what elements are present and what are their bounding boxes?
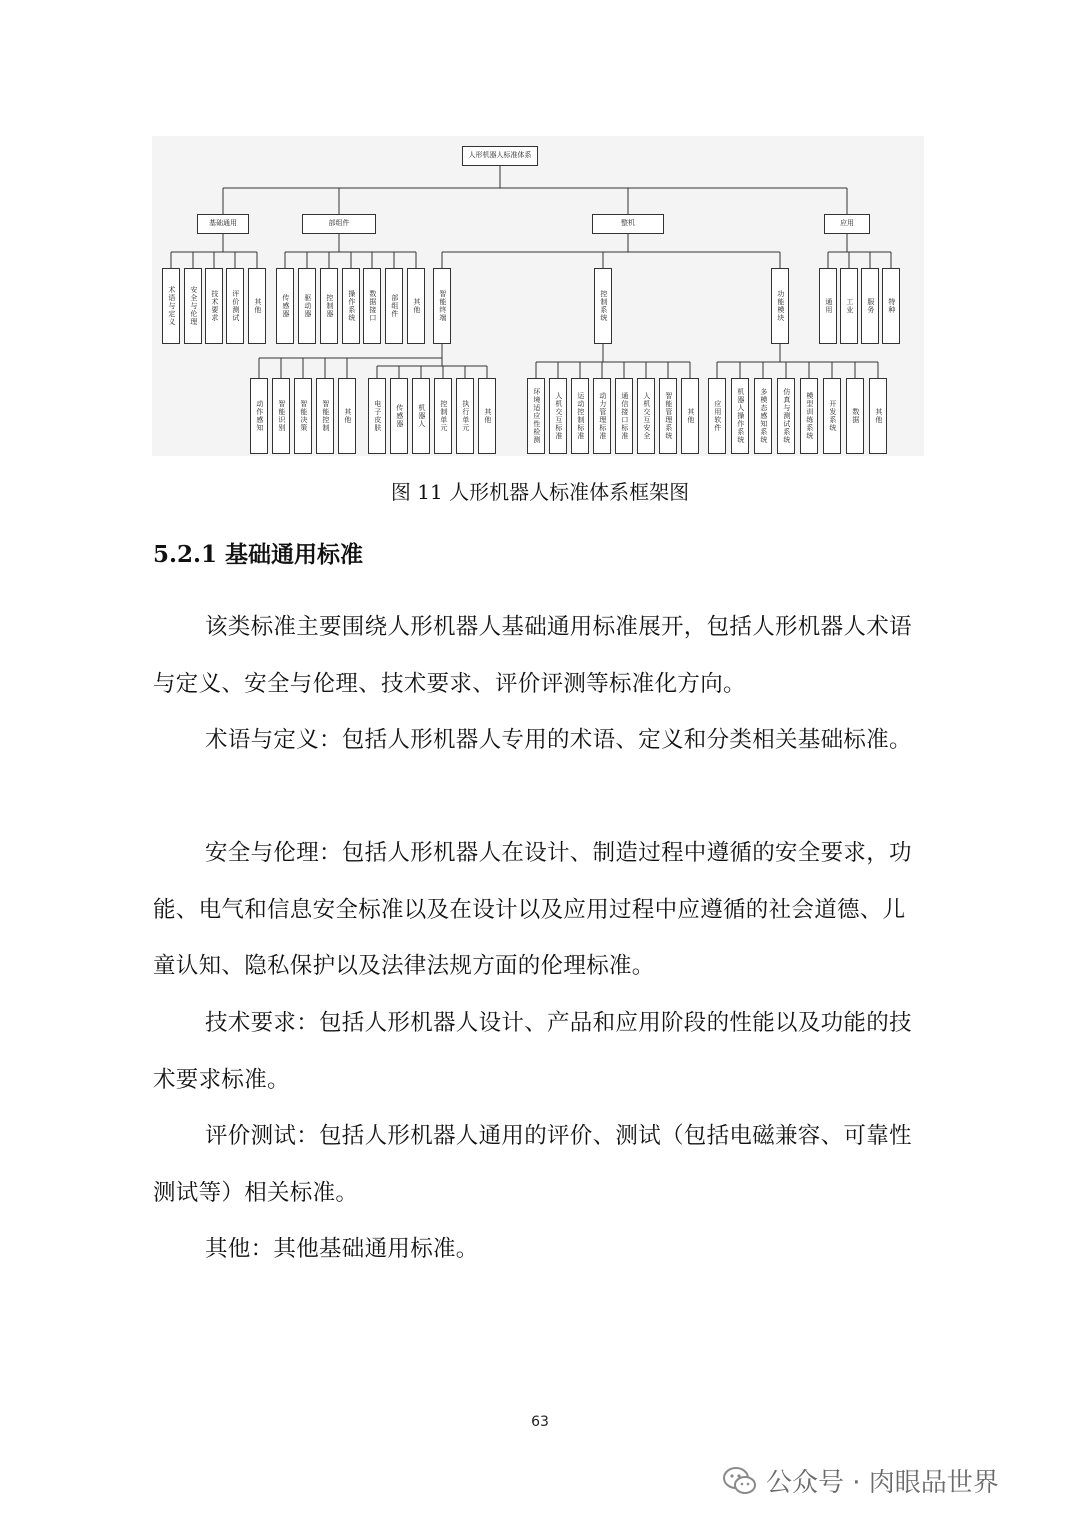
diagram-component-item: 数据接口 [363,268,381,344]
paragraph-safety-text: 安全与伦理：包括人形机器人在设计、制造过程中遵循的安全要求，功能、电气和信息安全标准以及在设计以及应用过程中应遵循的社会道德、儿童认知、隐私保护以及法律法规方面的伦理标准。 [153,840,912,980]
paragraph-terms-text: 术语与定义：包括人形机器人专用的术语、定义和分类相关基础标准。 [205,727,912,753]
diagram-system-sub: 人机交互标准 [549,378,567,454]
diagram-component-item: 部组件 [385,268,403,344]
watermark [722,1462,999,1499]
diagram-terminal-sub: 智能决策 [294,378,312,454]
diagram-component-item: 驱动器 [298,268,316,344]
paragraph-technical [153,995,923,1108]
diagram-basic-item: 其他 [248,268,266,344]
diagram-system-sub: 运动控制标准 [571,378,589,454]
diagram-level1-node: 部组件 [302,214,376,234]
diagram-control-sub: 其他 [478,378,496,454]
diagram-application-item: 工业 [840,268,858,344]
diagram-module-sub: 机器人操作系统 [731,378,749,454]
diagram-application-item: 通用 [819,268,837,344]
diagram-module-sub: 仿真与测试系统 [777,378,795,454]
diagram-system-sub: 通信接口标准 [615,378,633,454]
diagram-system-sub: 人机交互安全 [637,378,655,454]
page-number: 63 [531,1414,549,1430]
paragraph-technical-text: 技术要求：包括人形机器人设计、产品和应用阶段的性能以及功能的技术要求标准。 [153,1010,912,1093]
section-heading: 5.2.1 基础通用标准 [153,541,364,568]
paragraph-other [153,1221,923,1278]
figure-caption: 图 11 人形机器人标准体系框架图 [390,480,690,504]
diagram-terminal-sub: 其他 [338,378,356,454]
diagram-component-item: 操作系统 [342,268,360,344]
diagram-machine-item: 控制系统 [594,268,612,344]
diagram-system-sub: 智能管理系统 [659,378,677,454]
diagram-module-sub: 模型训练系统 [800,378,818,454]
diagram-module-sub: 数据 [846,378,864,454]
diagram-system-sub: 环境适应性检测 [527,378,545,454]
diagram-terminal-sub: 智能控制 [316,378,334,454]
paragraph-evaluation-text: 评价测试：包括人形机器人通用的评价、测试（包括电磁兼容、可靠性测试等）相关标准。 [153,1123,912,1206]
diagram-control-sub: 传感器 [390,378,408,454]
diagram-basic-item: 评价测试 [226,268,244,344]
diagram-control-sub: 电子皮肤 [368,378,386,454]
diagram-component-item: 传感器 [276,268,294,344]
diagram-module-sub: 开发系统 [823,378,841,454]
diagram-terminal-sub: 智能识别 [272,378,290,454]
diagram-level1-node: 整机 [592,214,664,234]
diagram-module-sub: 其他 [869,378,887,454]
wechat-icon [722,1466,758,1496]
paragraph-intro-text: 该类标准主要围绕人形机器人基础通用标准展开，包括人形机器人术语与定义、安全与伦理、技术要求、评价评测等标准化方向。 [153,614,912,697]
standards-framework-diagram [152,136,924,456]
diagram-basic-item: 技术要求 [205,268,223,344]
diagram-basic-item: 术语与定义 [162,268,180,344]
diagram-machine-item: 功能模块 [771,268,789,344]
diagram-application-item: 服务 [861,268,879,344]
diagram-level1-node: 基础通用 [197,214,249,234]
diagram-control-sub: 控制单元 [434,378,452,454]
diagram-module-sub: 应用软件 [708,378,726,454]
paragraph-intro [153,599,923,712]
diagram-terminal-sub: 动作感知 [250,378,268,454]
paragraph-evaluation [153,1108,923,1221]
paragraph-other-text: 其他：其他基础通用标准。 [205,1236,479,1262]
diagram-system-sub: 动力管理标准 [593,378,611,454]
diagram-application-item: 特种 [882,268,900,344]
paragraph-safety [153,825,923,995]
paragraph-terms [153,712,923,769]
diagram-system-sub: 其他 [681,378,699,454]
diagram-level1-node: 应用 [824,214,870,234]
diagram-component-item: 其他 [407,268,425,344]
diagram-machine-item: 智能终端 [433,268,451,344]
diagram-basic-item: 安全与伦理 [184,268,202,344]
watermark-text: 公众号 · 肉眼品世界 [766,1468,999,1498]
diagram-component-item: 控制器 [320,268,338,344]
diagram-control-sub: 机器人 [412,378,430,454]
diagram-root-node: 人形机器人标准体系 [462,146,538,166]
diagram-module-sub: 多模态感知系统 [754,378,772,454]
diagram-control-sub: 执行单元 [456,378,474,454]
